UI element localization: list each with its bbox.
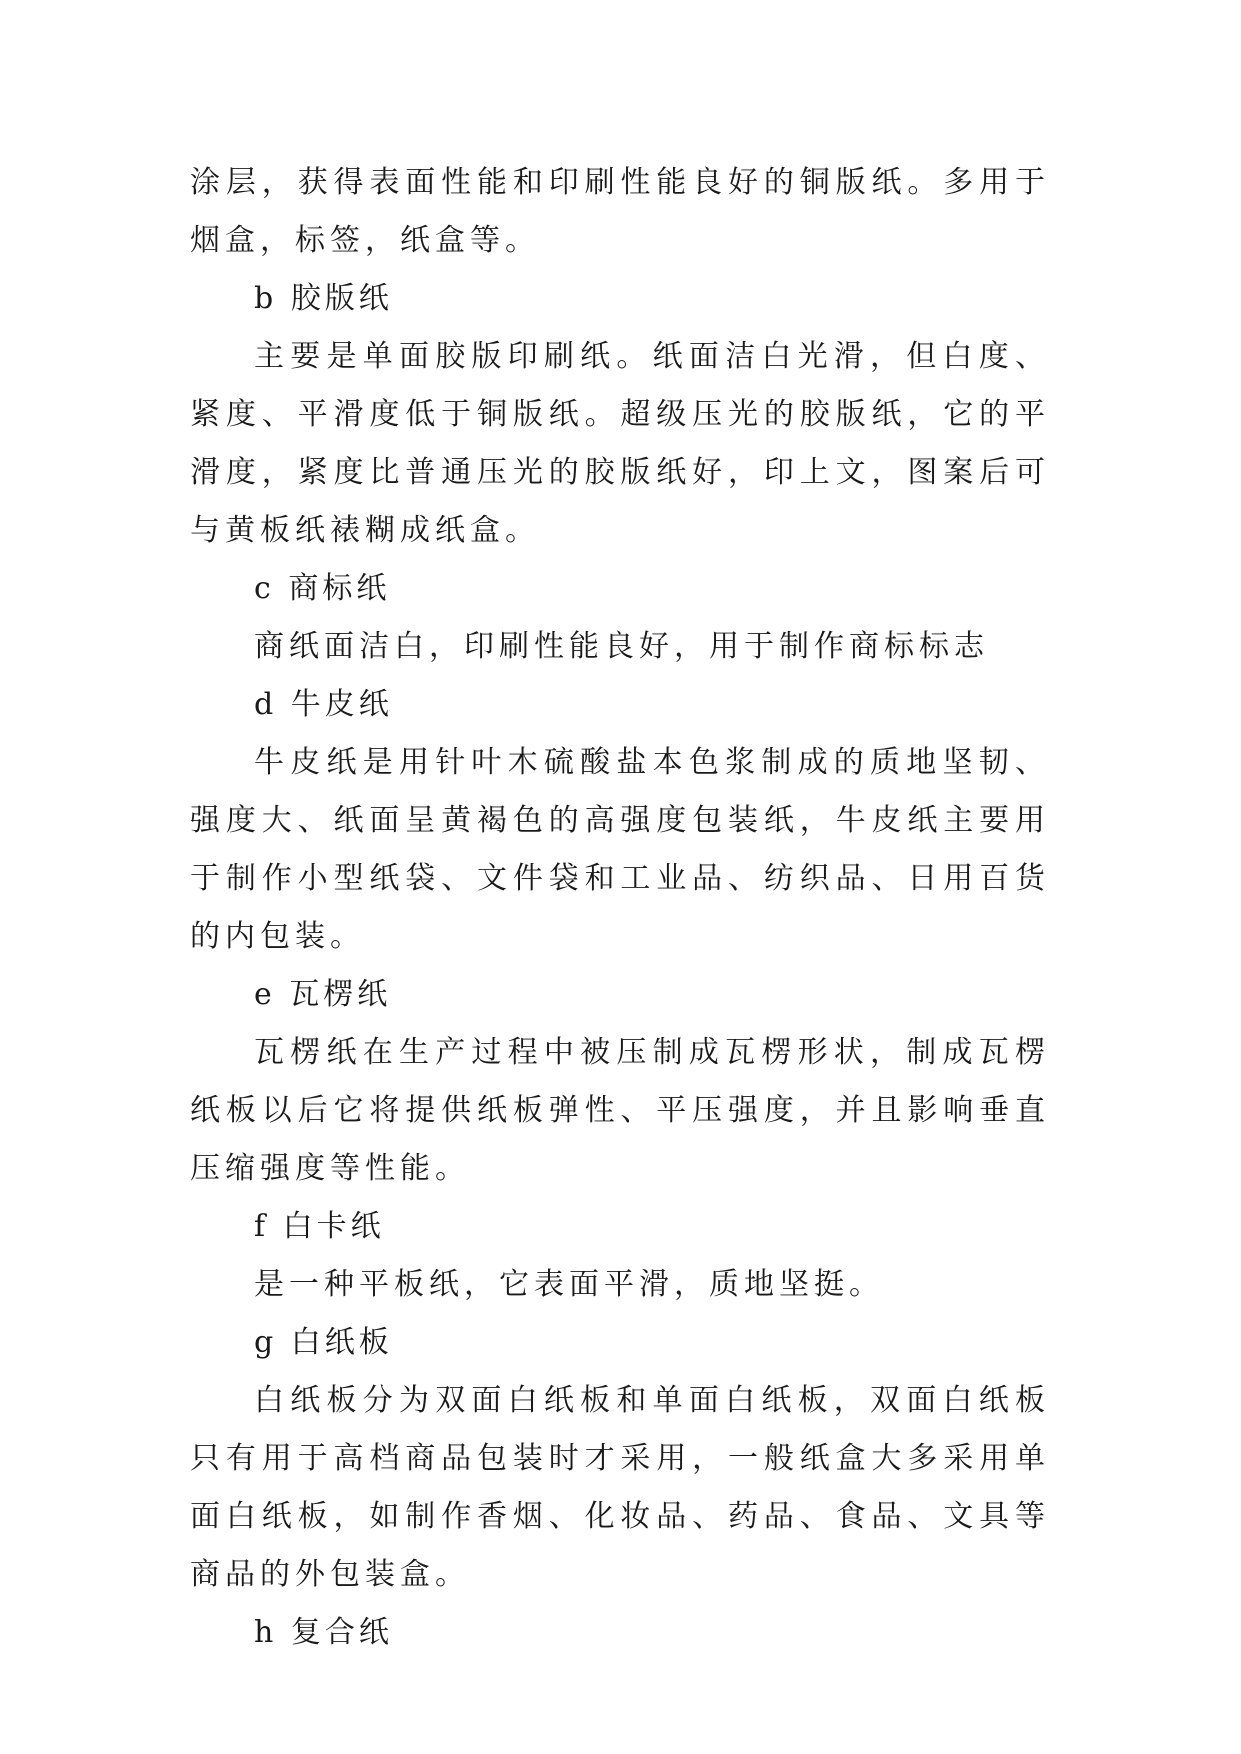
section-heading-e: e 瓦楞纸 xyxy=(254,977,392,1012)
section-heading-b: b 胶版纸 xyxy=(254,281,393,316)
body-paragraph: 白纸板分为双面白纸板和单面白纸板，双面白纸板只有用于高档商品包装时才采用，一般纸盒大多采用单面白纸板，如制作香烟、化妆品、药品、食品、文具等商品的外包装盒。 xyxy=(190,1383,1050,1592)
body-paragraph: 是一种平板纸，它表面平滑，质地坚挺。 xyxy=(254,1267,884,1302)
body-paragraph: 涂层，获得表面性能和印刷性能良好的铜版纸。多用于烟盒，标签，纸盒等。 xyxy=(190,165,1050,258)
section-heading-d: d 牛皮纸 xyxy=(254,687,393,722)
body-paragraph: 牛皮纸是用针叶木硫酸盐本色浆制成的质地坚韧、强度大、纸面呈黄褐色的高强度包装纸，牛皮纸主要用于制作小型纸袋、文件袋和工业品、纺织品、日用百货的内包装。 xyxy=(190,745,1050,954)
body-paragraph: 瓦楞纸在生产过程中被压制成瓦楞形状，制成瓦楞纸板以后它将提供纸板弹性、平压强度，并且影响垂直压缩强度等性能。 xyxy=(190,1035,1050,1186)
document-body xyxy=(190,154,1050,1662)
section-heading-c: c 商标纸 xyxy=(254,571,391,606)
section-heading-h: h 复合纸 xyxy=(254,1615,393,1650)
body-paragraph: 商纸面洁白，印刷性能良好，用于制作商标标志 xyxy=(254,629,989,664)
section-heading-g: g 白纸板 xyxy=(254,1325,393,1360)
body-paragraph: 主要是单面胶版印刷纸。纸面洁白光滑，但白度、紧度、平滑度低于铜版纸。超级压光的胶版纸，它的平滑度，紧度比普通压光的胶版纸好，印上文，图案后可与黄板纸裱糊成纸盒。 xyxy=(190,339,1050,548)
section-heading-f: f 白卡纸 xyxy=(254,1209,385,1244)
